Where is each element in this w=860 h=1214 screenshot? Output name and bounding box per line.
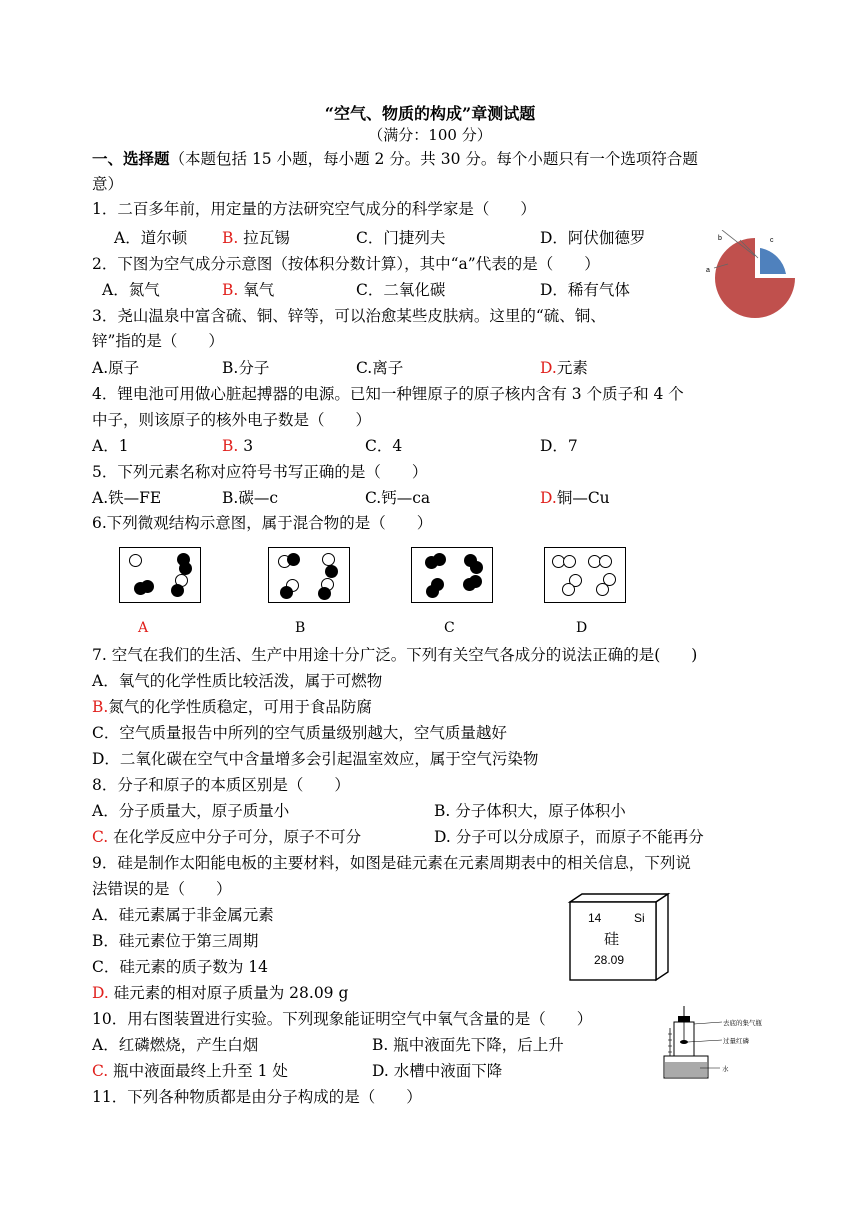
section-desc-cont: 意） [92,175,124,193]
q7-option-b [92,697,372,717]
q10-option-a: A．红磷燃烧，产生白烟 [92,1036,259,1054]
q4-option-b-text: 3 [238,437,254,455]
q7-option-c: C．空气质量报告中所列的空气质量级别越大，空气质量越好 [92,724,507,742]
particle-diagram-b [268,547,350,603]
q10-stem: 10．用右图装置进行实验。下列现象能证明空气中氧气含量的是（ ） [92,1010,593,1028]
answer-mark: C. [92,1062,109,1080]
answer-mark: C. [92,828,109,846]
pie-slice-a [715,238,795,318]
q4-stem-1: 4．锂电池可用做心脏起搏器的电源。已知一种锂原子的原子核内含有 3 个质子和 4 个 [92,385,684,403]
q9-option-b: B．硅元素位于第三周期 [92,932,259,950]
q6-stem: 6.下列微观结构示意图，属于混合物的是（ ） [92,514,433,532]
q1-option-a: A．道尔顿 [114,229,188,247]
q9-option-d [92,983,348,1003]
section-title: 一、选择题 [92,149,170,168]
q9-option-d-text: 硅元素的相对原子质量为 28.09 g [108,984,349,1002]
silicon-element-card [564,892,672,984]
q3-option-d-text: 元素 [556,359,588,377]
q5-option-a: A.铁—FE [92,489,162,507]
q4-option-a: A．1 [92,437,129,455]
q9-stem-1: 9．硅是制作太阳能电板的主要材料，如图是硅元素在元素周期表中的相关信息，下列说 [92,854,691,872]
element-name: 硅 [604,930,620,948]
q5-stem: 5．下列元素名称对应符号书写正确的是（ ） [92,463,428,481]
q4-option-d: D．7 [540,437,578,455]
page-title: “空气、物质的构成”章测试题 [324,104,536,123]
pie-label-a: a [706,267,710,274]
label-bottomless-bottle: 去底的集气瓶 [723,1019,762,1027]
q3-stem-1: 3．尧山温泉中富含硫、铜、锌等，可以治愈某些皮肤病。这里的“硫、铜、 [92,307,606,325]
q7-stem: 7. 空气在我们的生活、生产中用途十分广泛。下列有关空气各成分的说法正确的是( ) [92,646,698,664]
diagram-label-c: C [444,620,455,636]
q1-stem: 1．二百多年前，用定量的方法研究空气成分的科学家是（ ） [92,200,536,218]
q8-stem: 8．分子和原子的本质区别是（ ） [92,776,350,794]
answer-mark: B. [222,437,239,455]
q1-option-b [222,228,290,248]
q1-option-d: D．阿伏伽德罗 [540,229,646,247]
q9-option-a: A．硅元素属于非金属元素 [92,906,274,924]
answer-mark: B. [92,698,109,716]
score-note: （满分：100 分） [368,126,492,144]
answer-mark: D. [540,489,557,507]
q10-option-c-text: 瓶中液面最终上升至 1 处 [108,1062,288,1080]
label-water: 水 [722,1065,729,1073]
q10-option-c [92,1061,288,1081]
section-desc: （本题包括 15 小题，每小题 2 分。共 30 分。每个小题只有一个选项符合题 [169,150,698,168]
q1-option-b-text: 拉瓦锡 [238,229,290,247]
q2-option-d: D．稀有气体 [540,281,630,299]
label-red-phosphorus: 过量红磷 [723,1037,749,1045]
q3-stem-2: 锌”指的是（ ） [92,332,224,350]
q2-option-b [222,280,274,300]
diagram-label-a: A [138,620,149,636]
particle-diagram-a [119,547,201,603]
q4-stem-2: 中子，则该原子的核外电子数是（ ） [92,411,372,429]
answer-mark: D. [92,984,109,1002]
q8-option-b: B. 分子体积大，原子体积小 [434,802,626,820]
element-mass: 28.09 [594,953,625,967]
q10-option-d: D. 水槽中液面下降 [372,1062,503,1080]
q4-option-c: C．4 [365,437,403,455]
q8-option-d: D. 分子可以分成原子，而原子不能再分 [434,828,704,846]
q7-option-d: D．二氧化碳在空气中含量增多会引起温室效应，属于空气污染物 [92,750,539,768]
q10-option-b: B. 瓶中液面先下降，后上升 [372,1036,564,1054]
particle-diagram-c [411,547,493,603]
element-number: 14 [588,911,602,925]
pie-label-b: b [718,235,722,242]
diagram-label-d: D [576,620,588,636]
q9-option-c: C．硅元素的质子数为 14 [92,958,269,976]
q5-option-d [540,488,610,508]
q1-option-c: C．门捷列夫 [356,229,446,247]
q2-option-c: C．二氧化碳 [356,281,446,299]
diagram-label-b: B [295,620,306,636]
particle-diagram-d [544,547,626,603]
q5-option-d-text: 铜—Cu [556,489,610,507]
element-symbol: Si [634,911,645,925]
q2-option-a: A．氮气 [102,281,160,299]
q2-stem: 2．下图为空气成分示意图（按体积分数计算），其中“a”代表的是（ ） [92,255,600,273]
q3-option-b: B.分子 [222,359,270,377]
q11-stem: 11．下列各种物质都是由分子构成的是（ ） [92,1088,422,1106]
q3-option-a: A.原子 [92,359,140,377]
q5-option-c: C.钙—ca [365,489,431,507]
answer-mark: D. [540,359,557,377]
q8-option-a: A．分子质量大，原子质量小 [92,802,290,820]
q8-option-c [92,827,361,847]
q5-option-b: B.碳—c [222,489,278,507]
q2-option-b-text: 氧气 [238,281,275,299]
q3-option-d [540,358,588,378]
q4-option-b [222,436,253,456]
q7-option-a: A．氧气的化学性质比较活泼，属于可燃物 [92,672,383,690]
answer-mark: B. [222,281,239,299]
q8-option-c-text: 在化学反应中分子可分，原子不可分 [108,828,362,846]
q9-stem-2: 法错误的是（ ） [92,880,232,898]
air-composition-pie [700,230,800,325]
pie-label-c: c [770,237,774,244]
answer-mark: B. [222,229,239,247]
q7-option-b-text: 氮气的化学性质稳定，可用于食品防腐 [108,698,372,716]
section-heading [92,149,698,169]
pie-slice-c [760,248,786,274]
apparatus-diagram [660,1004,772,1084]
q3-option-c: C.离子 [356,359,404,377]
